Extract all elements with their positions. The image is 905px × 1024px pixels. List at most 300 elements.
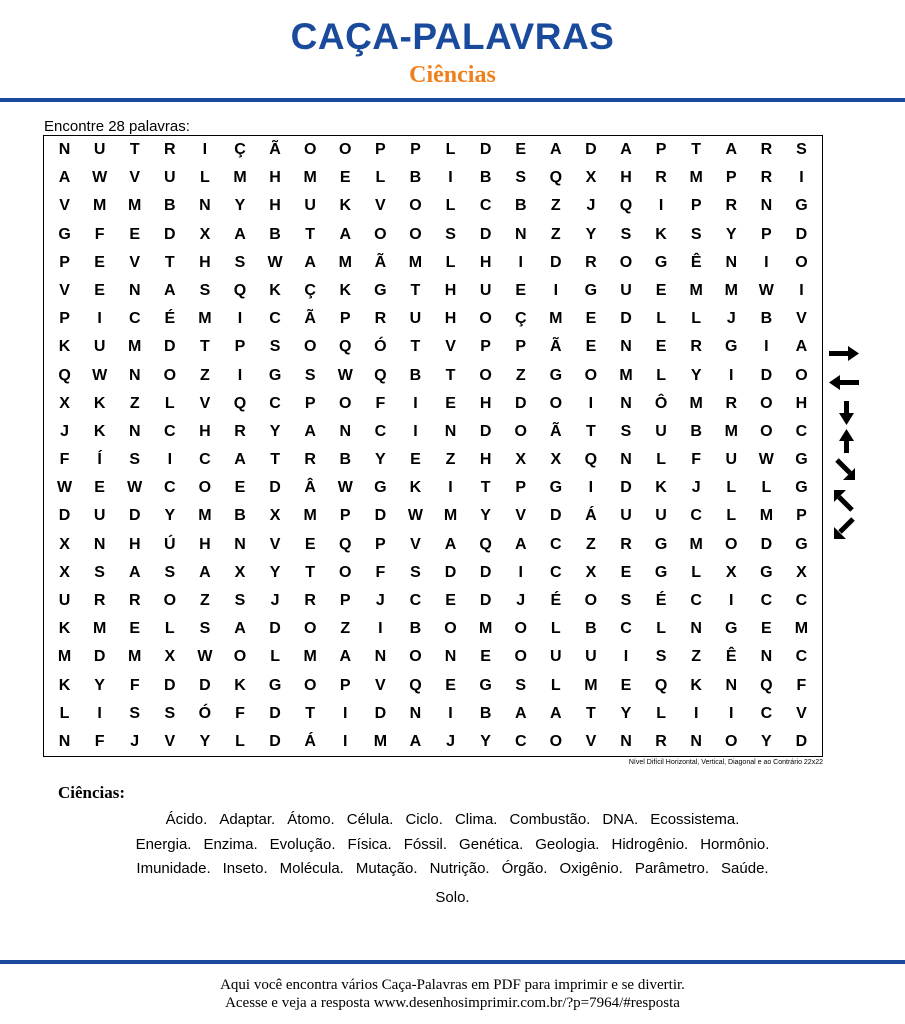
grid-cell: N bbox=[725, 676, 738, 694]
grid-cell: M bbox=[303, 169, 317, 187]
word-item: Hidrogênio. bbox=[611, 835, 689, 853]
grid-cell: T bbox=[586, 422, 596, 440]
grid-cell: I bbox=[588, 479, 594, 497]
word-item: Fóssil. bbox=[403, 835, 448, 853]
grid-cell: O bbox=[339, 141, 352, 159]
grid-cell: X bbox=[59, 563, 70, 581]
grid-cell: R bbox=[725, 394, 738, 412]
grid-cell: I bbox=[658, 197, 664, 215]
grid-cell: P bbox=[339, 310, 351, 328]
grid-cell: N bbox=[199, 197, 211, 215]
grid-cell: A bbox=[514, 535, 527, 553]
grid-cell: B bbox=[164, 197, 176, 215]
grid-cell: G bbox=[725, 620, 738, 638]
grid-cell: P bbox=[339, 591, 351, 609]
grid-cell: N bbox=[690, 620, 702, 638]
grid-cell: M bbox=[338, 253, 352, 271]
grid-cell: M bbox=[689, 394, 703, 412]
grid-cell: G bbox=[795, 451, 808, 469]
grid-cell: V bbox=[129, 169, 141, 187]
grid-cell: M bbox=[408, 253, 423, 271]
grid-cell: U bbox=[620, 281, 632, 299]
grid-cell: E bbox=[761, 620, 772, 638]
grid-cell: W bbox=[337, 479, 353, 497]
grid-cell: I bbox=[413, 394, 418, 412]
grid-cell: B bbox=[409, 620, 422, 638]
grid-cell: L bbox=[691, 310, 702, 328]
grid-cell: K bbox=[339, 197, 352, 215]
grid-cell: G bbox=[374, 281, 387, 299]
grid-cell: N bbox=[234, 535, 246, 553]
grid-cell: X bbox=[796, 563, 807, 581]
grid-cell: S bbox=[304, 366, 316, 384]
grid-cell: I bbox=[448, 479, 453, 497]
grid-cell: P bbox=[375, 141, 386, 159]
grid-cell: Q bbox=[549, 169, 563, 187]
page-subtitle: Ciências bbox=[409, 62, 496, 88]
grid-cell: S bbox=[620, 422, 632, 440]
grid-cell: A bbox=[339, 648, 352, 666]
grid-cell: T bbox=[480, 479, 491, 497]
grid-cell: O bbox=[479, 366, 492, 384]
word-item: Átomo. bbox=[287, 811, 335, 828]
grid-cell: O bbox=[584, 366, 598, 384]
grid-cell: W bbox=[92, 366, 108, 384]
grid-cell: Y bbox=[269, 563, 281, 581]
grid-cell: B bbox=[339, 451, 352, 469]
grid-cell: C bbox=[760, 704, 773, 722]
grid-cell: L bbox=[726, 507, 737, 525]
word-item: Genética. bbox=[459, 835, 524, 853]
grid-cell: I bbox=[518, 253, 523, 271]
grid-cell: Y bbox=[585, 225, 597, 243]
grid-cell: J bbox=[726, 310, 736, 328]
grid-cell: I bbox=[343, 704, 348, 722]
grid-cell: A bbox=[234, 225, 246, 243]
word-item: Oxigênio. bbox=[559, 860, 623, 877]
grid-cell: L bbox=[375, 169, 386, 187]
grid-cell: H bbox=[199, 422, 211, 440]
grid-cell: I bbox=[729, 704, 734, 722]
word-item: Ecossistema. bbox=[650, 811, 740, 828]
grid-cell: S bbox=[690, 225, 702, 243]
grid-cell: U bbox=[479, 281, 492, 299]
grid-cell: H bbox=[479, 394, 492, 412]
grid-cell: I bbox=[553, 281, 559, 299]
grid-cell: S bbox=[164, 563, 176, 581]
grid-cell: U bbox=[725, 451, 738, 469]
grid-cell: T bbox=[129, 141, 140, 159]
grid-cell: U bbox=[585, 648, 597, 666]
grid-cell: L bbox=[656, 451, 666, 469]
grid-cell: Â bbox=[304, 479, 316, 497]
grid-cell: V bbox=[59, 197, 70, 215]
grid-cell: N bbox=[128, 366, 141, 384]
grid-cell: U bbox=[655, 507, 667, 525]
grid-cell: E bbox=[655, 281, 667, 299]
grid-cell: Ç bbox=[514, 310, 527, 328]
grid-cell: N bbox=[339, 422, 352, 440]
instructions-text: Encontre 28 palavras: bbox=[44, 118, 190, 135]
grid-cell: L bbox=[550, 676, 561, 694]
word-item: Parâmetro. bbox=[634, 860, 710, 877]
grid-cell: T bbox=[586, 704, 596, 722]
grid-cell: Z bbox=[340, 620, 351, 638]
grid-cell: W bbox=[758, 451, 774, 469]
grid-cell: X bbox=[269, 507, 281, 525]
grid-cell: A bbox=[444, 535, 457, 553]
grid-cell: G bbox=[584, 281, 598, 299]
arrow-up-icon bbox=[839, 429, 854, 453]
grid-cell: C bbox=[374, 422, 387, 440]
grid-cell: K bbox=[93, 422, 106, 440]
grid-cell: M bbox=[233, 169, 247, 187]
grid-cell: A bbox=[304, 422, 316, 440]
grid-cell: N bbox=[620, 394, 632, 412]
grid-cell: D bbox=[550, 507, 562, 525]
grid-cell: D bbox=[760, 535, 773, 553]
grid-cell: D bbox=[479, 141, 492, 159]
grid-cell: M bbox=[128, 197, 142, 215]
word-list-line bbox=[40, 808, 865, 833]
grid-cell: G bbox=[654, 563, 668, 581]
grid-cell: Q bbox=[654, 676, 668, 694]
grid-cell: D bbox=[374, 704, 387, 722]
grid-cell: T bbox=[445, 366, 456, 384]
grid-cell: I bbox=[97, 704, 102, 722]
grid-cell: S bbox=[269, 338, 281, 356]
grid-cell: O bbox=[409, 648, 422, 666]
difficulty-label: Nível Difícil Horizontal, Vertical, Diagonal e ao Contrário 22x22 bbox=[628, 759, 823, 766]
grid-cell: M bbox=[724, 422, 738, 440]
grid-cell: Ã bbox=[269, 141, 281, 159]
grid-cell: C bbox=[550, 535, 562, 553]
grid-cell: X bbox=[59, 535, 70, 553]
grid-cell: J bbox=[586, 197, 596, 215]
grid-cell: D bbox=[199, 676, 211, 694]
grid-cell: A bbox=[234, 451, 246, 469]
grid-cell: E bbox=[445, 394, 456, 412]
grid-cell: G bbox=[795, 197, 808, 215]
grid-cell: E bbox=[515, 281, 527, 299]
grid-cell: G bbox=[795, 479, 808, 497]
grid-cell: I bbox=[202, 141, 208, 159]
grid-cell: O bbox=[303, 620, 317, 638]
grid-cell: I bbox=[764, 253, 769, 271]
grid-cell: K bbox=[655, 225, 667, 243]
grid-cell: B bbox=[479, 704, 492, 722]
grid-cell: M bbox=[689, 535, 703, 553]
grid-cell: O bbox=[233, 648, 247, 666]
grid-cell: V bbox=[375, 676, 386, 694]
grid-cell: Y bbox=[234, 197, 246, 215]
grid-cell: N bbox=[620, 732, 632, 750]
grid-cell: O bbox=[303, 676, 317, 694]
grid-cell: E bbox=[129, 225, 141, 243]
grid-cell: N bbox=[725, 253, 738, 271]
grid-cell: F bbox=[796, 676, 807, 694]
grid-cell: O bbox=[549, 394, 563, 412]
grid-cell: Q bbox=[619, 197, 633, 215]
grid-cell: Q bbox=[409, 676, 422, 694]
grid-cell: V bbox=[199, 394, 211, 412]
grid-cell: O bbox=[374, 225, 387, 243]
grid-cell: F bbox=[129, 676, 140, 694]
grid-cell: V bbox=[445, 338, 456, 356]
grid-cell: O bbox=[163, 591, 177, 609]
word-list bbox=[40, 808, 865, 910]
grid-cell: B bbox=[234, 507, 246, 525]
grid-cell: O bbox=[409, 225, 422, 243]
grid-cell: O bbox=[303, 338, 317, 356]
grid-cell: É bbox=[164, 310, 176, 328]
grid-cell: N bbox=[444, 648, 457, 666]
grid-cell: X bbox=[515, 451, 527, 469]
grid-cell: K bbox=[690, 676, 702, 694]
grid-cell: Ê bbox=[690, 253, 702, 271]
grid-cell: S bbox=[234, 253, 246, 271]
grid-cell: P bbox=[59, 253, 70, 271]
grid-cell: D bbox=[269, 732, 281, 750]
grid-cell: O bbox=[584, 591, 598, 609]
grid-cell: T bbox=[305, 225, 316, 243]
grid-cell: H bbox=[479, 451, 492, 469]
grid-cell: I bbox=[729, 591, 734, 609]
header-divider bbox=[0, 98, 905, 102]
grid-cell: M bbox=[689, 281, 703, 299]
grid-cell: A bbox=[58, 169, 71, 187]
grid-cell: L bbox=[270, 648, 280, 666]
grid-cell: D bbox=[620, 310, 632, 328]
grid-cell: X bbox=[585, 563, 597, 581]
footer bbox=[0, 976, 905, 1012]
grid-cell: L bbox=[656, 620, 666, 638]
grid-cell: F bbox=[375, 394, 386, 412]
grid-cell: Z bbox=[550, 197, 561, 215]
grid-cell: S bbox=[515, 169, 527, 187]
grid-cell: I bbox=[413, 422, 418, 440]
word-item: Órgão. bbox=[501, 860, 548, 877]
grid-cell: I bbox=[448, 704, 453, 722]
word-item: Geologia. bbox=[535, 835, 600, 853]
grid-cell: O bbox=[619, 253, 633, 271]
grid-cell: E bbox=[94, 281, 105, 299]
grid-cell: J bbox=[270, 591, 280, 609]
grid-cell: N bbox=[444, 422, 457, 440]
grid-cell: O bbox=[514, 422, 527, 440]
grid-cell: J bbox=[446, 732, 455, 750]
footer-divider bbox=[0, 960, 905, 964]
word-item: Saúde. bbox=[721, 860, 769, 877]
grid-cell: D bbox=[93, 648, 106, 666]
grid-cell: Y bbox=[620, 704, 632, 722]
grid-cell: O bbox=[514, 620, 527, 638]
grid-cell: E bbox=[620, 676, 632, 694]
grid-cell: N bbox=[128, 281, 141, 299]
grid-cell: Á bbox=[304, 732, 316, 750]
word-item: Combustão. bbox=[509, 811, 591, 828]
grid-cell: S bbox=[445, 225, 456, 243]
grid-cell: I bbox=[693, 704, 699, 722]
grid-cell: D bbox=[479, 591, 492, 609]
grid-cell: X bbox=[59, 394, 70, 412]
grid-cell: W bbox=[758, 281, 774, 299]
grid-cell: L bbox=[200, 169, 210, 187]
grid-cell: H bbox=[444, 281, 457, 299]
grid-cell: B bbox=[514, 197, 527, 215]
grid-cell: E bbox=[515, 141, 527, 159]
grid-cell: P bbox=[339, 676, 351, 694]
grid-cell: Y bbox=[725, 225, 737, 243]
grid-cell: S bbox=[129, 704, 141, 722]
grid-cell: K bbox=[269, 281, 281, 299]
arrow-down-right-icon bbox=[837, 460, 855, 480]
grid-cell: T bbox=[270, 451, 280, 469]
grid-cell: P bbox=[690, 197, 702, 215]
grid-cell: T bbox=[200, 338, 210, 356]
grid-cell: V bbox=[375, 197, 386, 215]
grid-cell: A bbox=[725, 141, 738, 159]
word-list-line bbox=[40, 886, 865, 911]
grid-cell: N bbox=[374, 648, 387, 666]
grid-cell: A bbox=[409, 732, 422, 750]
grid-cell: Ã bbox=[550, 422, 562, 440]
grid-cell: Q bbox=[479, 535, 492, 553]
grid-cell: Z bbox=[200, 366, 210, 384]
grid-cell: X bbox=[234, 563, 246, 581]
grid-cell: T bbox=[305, 704, 316, 722]
grid-cell: S bbox=[199, 281, 211, 299]
grid-cell: L bbox=[691, 563, 702, 581]
grid-cell: S bbox=[655, 648, 667, 666]
grid-cell: W bbox=[337, 366, 353, 384]
grid-cell: S bbox=[94, 563, 105, 581]
grid-cell: J bbox=[130, 732, 140, 750]
grid-cell: G bbox=[374, 479, 387, 497]
grid-cell: M bbox=[92, 620, 107, 638]
grid-cell: L bbox=[445, 253, 456, 271]
grid-cell: E bbox=[445, 676, 456, 694]
grid-cell: I bbox=[799, 281, 804, 299]
grid-cell: B bbox=[479, 169, 492, 187]
grid-cell: V bbox=[515, 507, 527, 525]
grid-cell: N bbox=[690, 732, 702, 750]
grid-cell: A bbox=[304, 253, 316, 271]
grid-cell: L bbox=[445, 197, 456, 215]
grid-cell: G bbox=[795, 535, 808, 553]
grid-cell: P bbox=[410, 141, 421, 159]
grid-cell: O bbox=[479, 310, 492, 328]
grid-cell: D bbox=[620, 479, 632, 497]
word-list-line bbox=[40, 857, 865, 882]
grid-cell: O bbox=[760, 422, 773, 440]
grid-cell: E bbox=[585, 338, 597, 356]
grid-cell: R bbox=[760, 141, 773, 159]
grid-cell: D bbox=[795, 225, 808, 243]
grid-cell: C bbox=[795, 648, 808, 666]
grid-cell: V bbox=[129, 253, 141, 271]
grid-cell: I bbox=[588, 394, 594, 412]
grid-cell: Q bbox=[233, 281, 247, 299]
grid-cell: D bbox=[58, 507, 71, 525]
grid-cell: S bbox=[620, 225, 632, 243]
grid-cell: I bbox=[799, 169, 804, 187]
grid-cell: Z bbox=[550, 225, 561, 243]
grid-cell: A bbox=[550, 141, 562, 159]
grid-cell: D bbox=[479, 422, 492, 440]
word-item: Célula. bbox=[346, 811, 394, 828]
grid-cell: J bbox=[516, 591, 526, 609]
grid-cell: O bbox=[760, 394, 773, 412]
grid-cell: D bbox=[269, 620, 281, 638]
grid-cell: P bbox=[480, 338, 491, 356]
grid-cell: D bbox=[128, 507, 141, 525]
grid-cell: L bbox=[445, 141, 456, 159]
grid-cell: V bbox=[796, 704, 807, 722]
grid-cell: P bbox=[234, 338, 246, 356]
grid-cell: Z bbox=[200, 591, 210, 609]
grid-cell: N bbox=[760, 197, 773, 215]
footer-line-1: Aqui você encontra vários Caça-Palavras em PDF para imprimir e se divertir. bbox=[220, 977, 685, 993]
grid-cell: M bbox=[478, 620, 493, 638]
grid-cell: G bbox=[654, 253, 668, 271]
grid-cell: R bbox=[655, 169, 667, 187]
grid-cell: Z bbox=[691, 648, 702, 666]
grid-cell: K bbox=[409, 479, 422, 497]
grid-cell: O bbox=[444, 620, 457, 638]
grid-cell: O bbox=[795, 253, 808, 271]
grid-cell: U bbox=[93, 141, 106, 159]
grid-cell: G bbox=[549, 479, 563, 497]
grid-cell: R bbox=[374, 310, 387, 328]
grid-cell: U bbox=[93, 507, 106, 525]
grid-cell: G bbox=[479, 676, 492, 694]
grid-cell: F bbox=[375, 563, 386, 581]
grid-cell: O bbox=[514, 648, 527, 666]
grid-cell: Ç bbox=[304, 281, 316, 299]
grid-cell: R bbox=[620, 535, 632, 553]
grid-cell: A bbox=[550, 704, 562, 722]
grid-cell: M bbox=[198, 507, 212, 525]
arrow-right-icon bbox=[829, 346, 859, 361]
grid-cell: J bbox=[60, 422, 69, 440]
grid-cell: W bbox=[267, 253, 283, 271]
grid-cell: C bbox=[690, 591, 702, 609]
word-item: Inseto. bbox=[222, 860, 268, 877]
grid-cell: Q bbox=[339, 535, 352, 553]
grid-cell: C bbox=[479, 197, 492, 215]
grid-cell: D bbox=[479, 225, 492, 243]
grid-cell: D bbox=[374, 507, 387, 525]
grid-cell: B bbox=[690, 422, 702, 440]
grid-cell: M bbox=[549, 310, 563, 328]
grid-cell: K bbox=[655, 479, 667, 497]
grid-cell: J bbox=[691, 479, 701, 497]
word-item: Adaptar. bbox=[219, 811, 276, 828]
grid-cell: G bbox=[725, 338, 738, 356]
grid-cell: T bbox=[691, 141, 702, 159]
grid-cell: P bbox=[339, 507, 351, 525]
grid-cell: I bbox=[623, 648, 629, 666]
grid-cell: F bbox=[59, 451, 70, 469]
word-item: Ácido. bbox=[165, 811, 208, 828]
grid-cell: Z bbox=[445, 451, 456, 469]
grid-cell: I bbox=[343, 732, 348, 750]
grid-cell: E bbox=[234, 479, 246, 497]
grid-cell: C bbox=[620, 620, 632, 638]
grid-cell: P bbox=[515, 479, 527, 497]
grid-cell: D bbox=[164, 225, 176, 243]
